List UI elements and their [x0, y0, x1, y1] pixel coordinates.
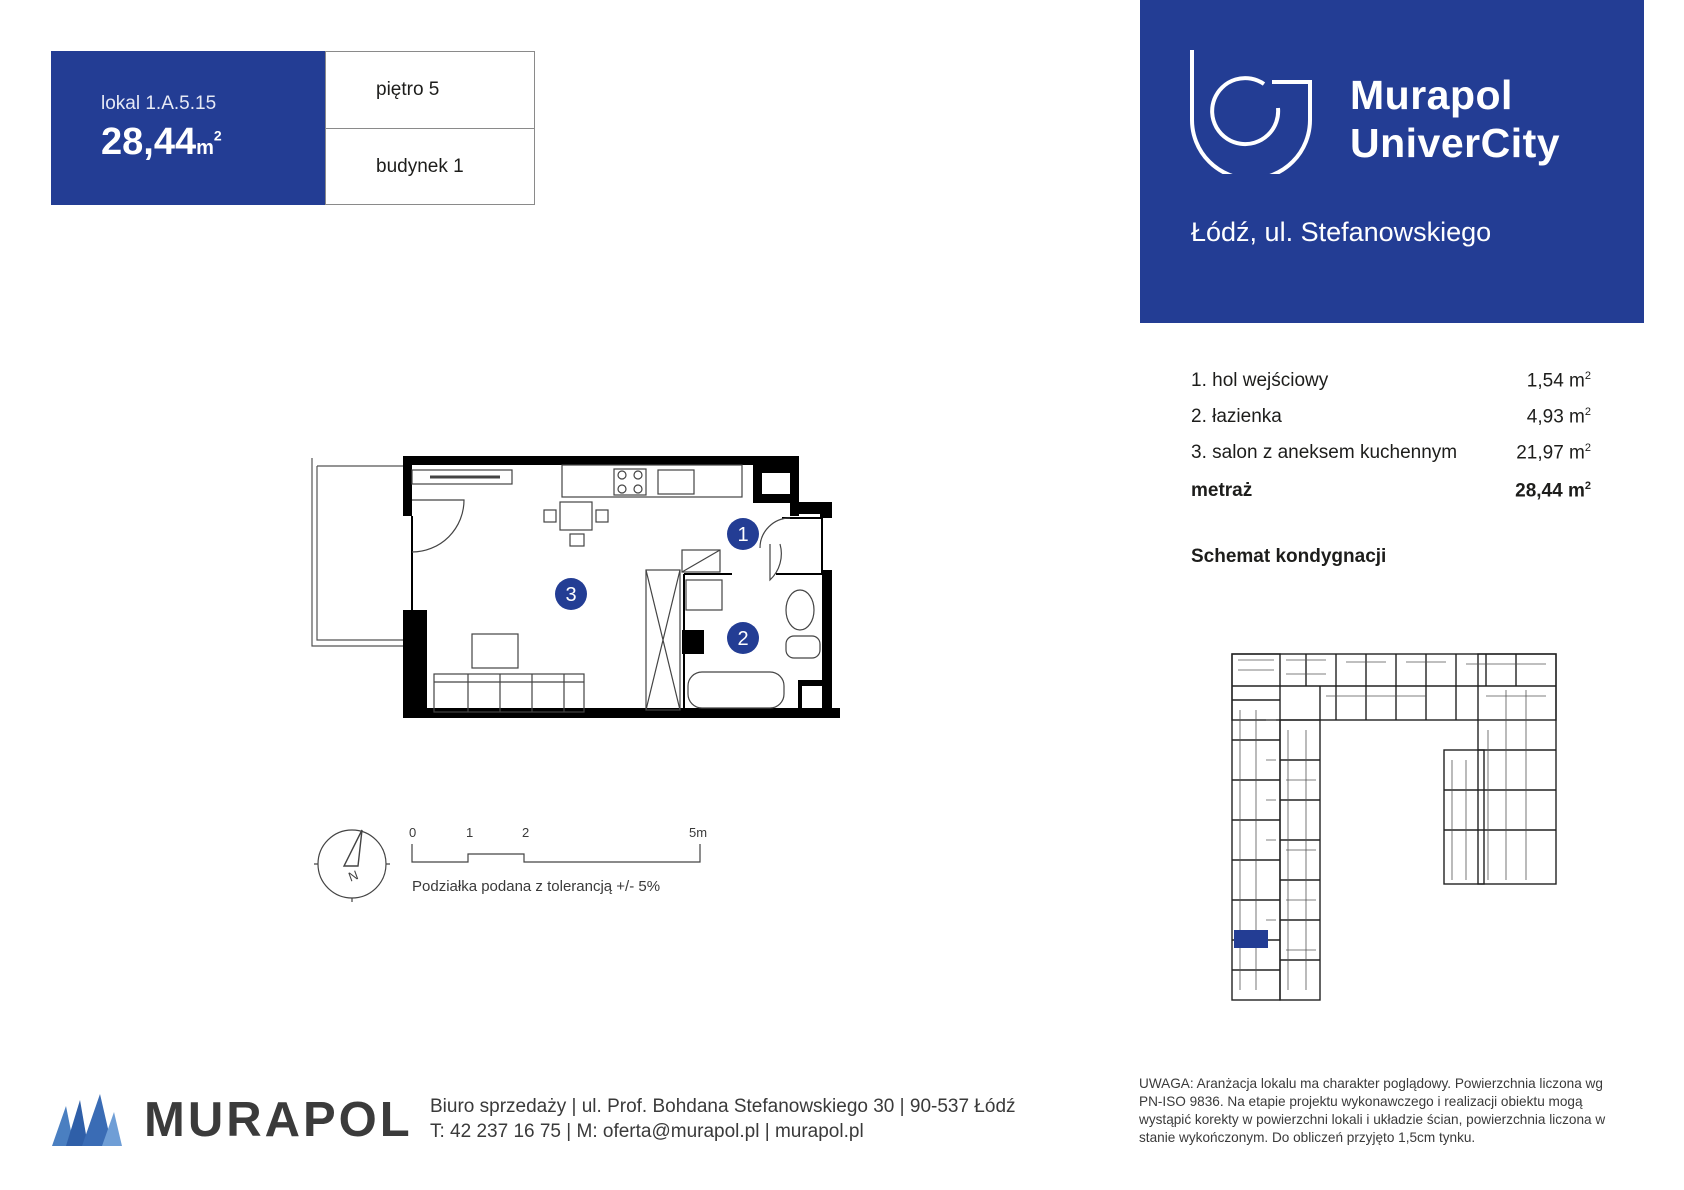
murapol-wordmark: MURAPOL: [144, 1093, 413, 1147]
room-area: 4,93 $m^2$: [1526, 406, 1591, 428]
scale-note: Podziałka podana z tolerancją +/- 5%: [412, 878, 661, 895]
room-markers: [555, 518, 759, 654]
room-row: [1191, 442, 1591, 464]
building-label: budynek 1: [376, 156, 464, 177]
brand-name-line2: UniverCity: [1350, 120, 1561, 166]
unit-label: lokal 1.A.5.15: [101, 93, 217, 114]
balcony: [312, 458, 403, 646]
scale-bar: [410, 842, 710, 866]
compass-north-label: N: [346, 867, 361, 885]
room-name: 3. salon z aneksem kuchennym: [1191, 442, 1458, 463]
brand-name-line1: Murapol: [1350, 72, 1513, 118]
floor-scheme: [1226, 650, 1566, 1010]
scale-tick: 5m: [689, 825, 708, 840]
brand-panel: [1140, 0, 1644, 323]
disclaimer-note: UWAGA: Aranżacja lokalu ma charakter poglądowy. Powierzchnia liczona wg PN-ISO 9836. Na etapie projektu wykonawczego i realizacji obiektu mogą wystąpić korekty w powierzchni lokali i układzie ścian, powierzchnia liczona w stanie wykończonym. Do obliczeń przyjęto 1,5cm tynku.: [1139, 1076, 1606, 1145]
room-row: [1191, 406, 1591, 428]
room-marker-3: 3: [565, 584, 577, 606]
unit-area-unit: m: [196, 137, 214, 159]
total-row: [1191, 480, 1591, 502]
room-area: 1,54 $m^2$: [1526, 370, 1591, 392]
room-name: 1. hol wejściowy: [1191, 370, 1329, 391]
compass-icon: [310, 822, 394, 906]
murapol-logo-icon: [52, 1094, 122, 1146]
sales-office-address: Biuro sprzedaży | ul. Prof. Bohdana Stefanowskiego 30 | 90-537 Łódź: [430, 1096, 1016, 1117]
total-area: 28,44 $m^2$: [1515, 480, 1591, 502]
univercity-logo-icon: [1188, 48, 1314, 174]
room-marker-2: 2: [737, 628, 749, 650]
room-marker-1: 1: [737, 524, 749, 546]
sales-office-contact: T: 42 237 16 75 | M: oferta@murapol.pl | murapol.pl: [430, 1121, 864, 1142]
floor-plan: [300, 440, 840, 740]
room-row: [1191, 370, 1591, 392]
room-area: 21,97 $m^2$: [1516, 442, 1591, 464]
scale-tick: 1: [466, 825, 474, 840]
unit-area-value: 28,44: [101, 121, 197, 163]
scale-tick: 0: [409, 825, 417, 840]
scale-tick: 2: [522, 825, 530, 840]
unit-area-sup: 2: [213, 127, 222, 144]
highlighted-unit: [1234, 930, 1268, 948]
divider: [325, 128, 535, 129]
total-label: metraż: [1191, 480, 1253, 501]
brand-address: Łódź, ul. Stefanowskiego: [1191, 217, 1492, 247]
room-name: 2. łazienka: [1191, 406, 1282, 427]
scheme-title: Schemat kondygnacji: [1191, 546, 1387, 567]
unit-area: [101, 121, 222, 164]
floor-label: piętro 5: [376, 79, 440, 100]
unit-highlight: [51, 51, 325, 205]
